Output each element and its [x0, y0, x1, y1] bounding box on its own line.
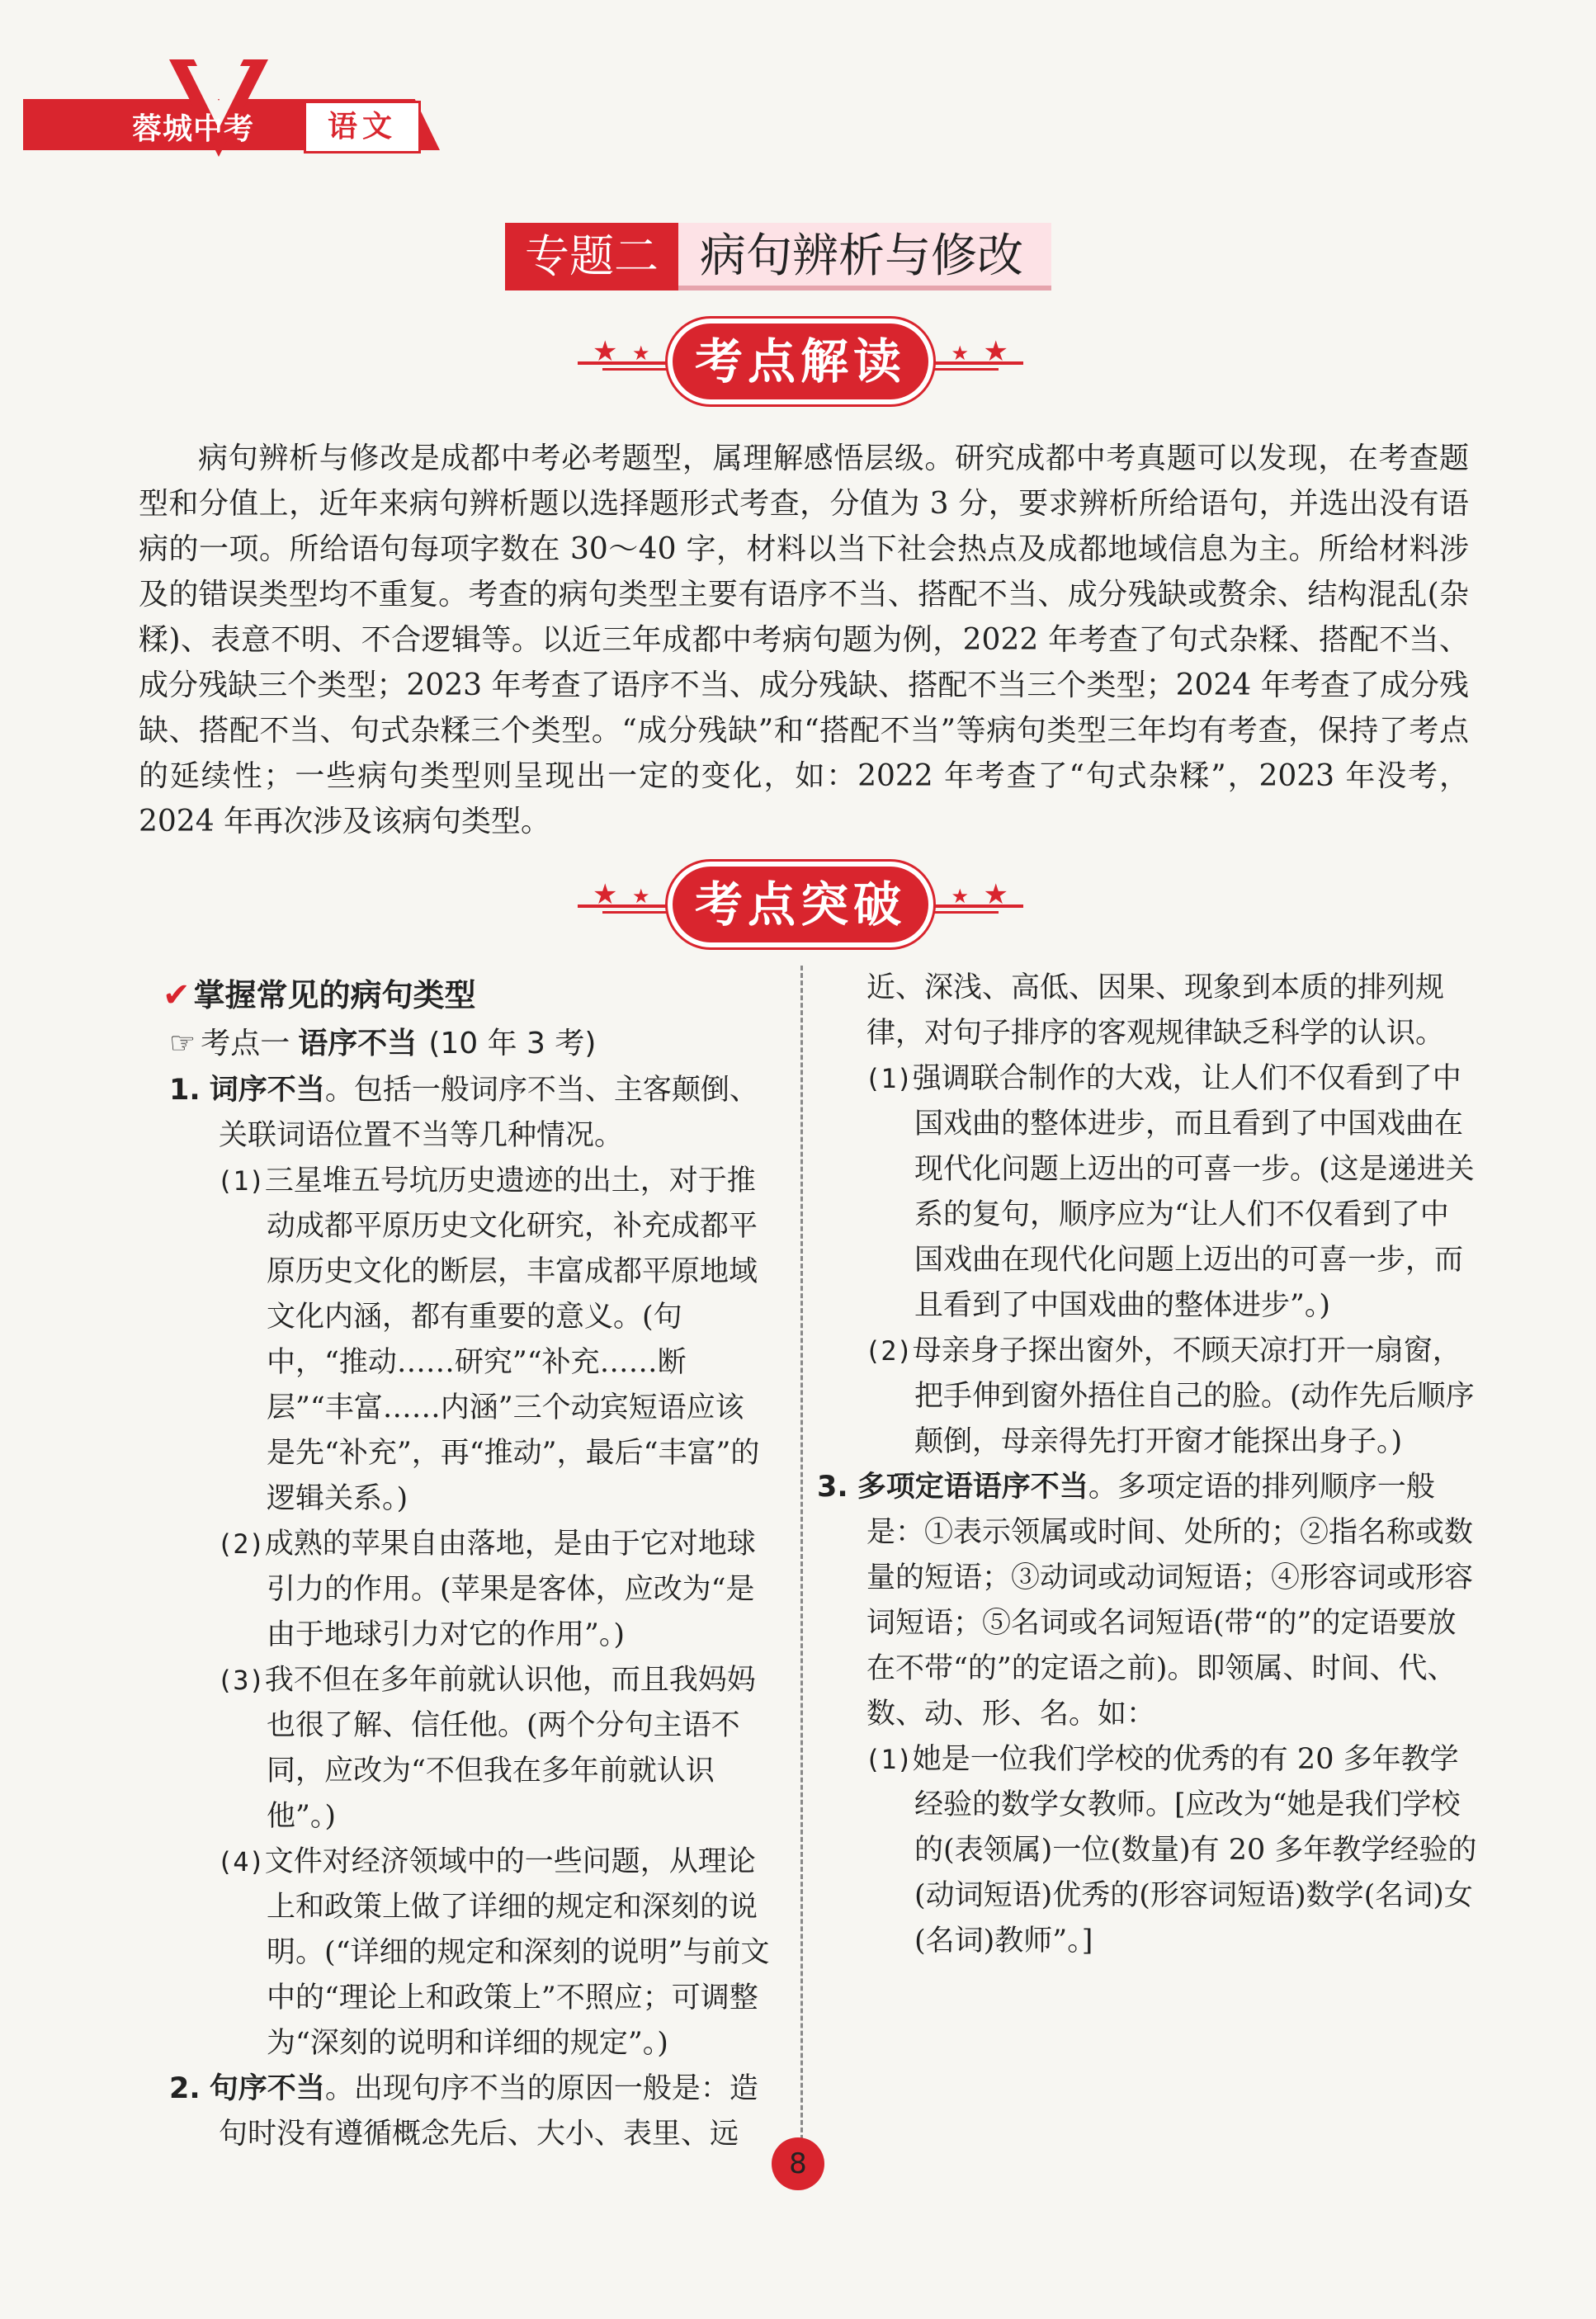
banner-interpretation: [578, 315, 1023, 414]
right-column: [817, 966, 1477, 1964]
check-icon: ✔: [163, 976, 191, 1014]
star-icon: ★: [951, 342, 969, 365]
example: (1)三星堆五号坑历史遗迹的出土，对于推动成都平原历史文化研究，补充成都平原历史文化的断层，丰富成都平原地域文化内涵，都有重要的意义。(句中，“推动……研究”“补充……断层”“丰富……内涵”三个动宾短语应该是先“补充”，再“推动”，最后“丰富”的逻辑关系。): [217, 1164, 760, 1515]
example: (4)文件对经济领域中的一些问题，从理论上和政策上做了详细的规定和深刻的说明。(“详细的规定和深刻的说明”与前文中的“理论上和政策上”不照应；可调整为“深刻的说明和详细的规定”。): [217, 1845, 770, 2060]
star-icon: ★: [593, 335, 618, 368]
brand-name: 蓉城中考: [132, 112, 255, 146]
page-number: 8: [772, 2137, 824, 2190]
topic-label: 专题二: [505, 223, 678, 290]
column-divider: [800, 966, 803, 2162]
pointing-hand-icon: ☞: [169, 1027, 196, 1060]
topic-title: 病句辨析与修改: [678, 223, 1051, 290]
left-column: [163, 971, 772, 2157]
star-icon: ★: [983, 878, 1008, 911]
example: (1)强调联合制作的大戏，让人们不仅看到了中国戏曲的整体进步，而且看到了中国戏曲在现代化问题上迈出的可喜一步。(这是递进关系的复句，顺序应为“让人们不仅看到了中国戏曲在现代化问题上迈出的可喜一步，而且看到了中国戏曲的整体进步”。): [865, 1062, 1475, 1322]
banner-breakthrough: [578, 858, 1023, 957]
star-icon: ★: [632, 342, 650, 365]
item-word-order: 1. 词序不当。包括一般词序不当、主客颠倒、关联词语位置不当等几种情况。: [169, 1074, 758, 1152]
section-title: ✔ 掌握常见的病句类型: [163, 976, 476, 1014]
item-multi-attributive: 3. 多项定语语序不当。多项定语的排列顺序一般是：①表示领属或时间、处所的；②指名称或数量的短语；③动词或动词短语；④形容词或形容词短语；⑤名词或名词短语(带“的”的定语要放在不带“的”的定语之前)。即领属、时间、代、数、动、形、名。如：: [817, 1471, 1474, 1731]
subject-tag: 语文: [304, 101, 421, 153]
star-icon: ★: [951, 885, 969, 908]
star-icon: ★: [983, 335, 1008, 368]
item-sentence-order: 2. 句序不当。出现句序不当的原因一般是：造句时没有遵循概念先后、大小、表里、远: [169, 2072, 758, 2151]
banner-label: 考点解读: [673, 324, 928, 399]
example: (1)她是一位我们学校的优秀的有 20 多年教学经验的数学女教师。[应改为“她是我们学校的(表领属)一位(数量)有 20 多年教学经验的(动词短语)优秀的(形容词短语)数学(名词)女(名词)教师”。]: [865, 1743, 1477, 1958]
intro-paragraph: 病句辨析与修改是成都中考必考题型，属理解感悟层级。研究成都中考真题可以发现，在考查题型和分值上，近年来病句辨析题以选择题形式考查，分值为 3 分，要求辨析所给语句，并选出没有语病的一项。所给语句每项字数在 30～40 字，材料以当下社会热点及成都地域信息为主。所给材料涉及的错误类型均不重复。考查的病句类型主要有语序不当、搭配不当、成分残缺或赘余、结构混乱(杂糅)、表意不明、不合逻辑等。以近三年成都中考病句题为例，2022 年考查了句式杂糅、搭配不当、成分残缺三个类型；2023 年考查了语序不当、成分残缺、搭配不当三个类型；2024 年考查了成分残缺、搭配不当、句式杂糅三个类型。“成分残缺”和“搭配不当”等病句类型三年均有考查，保持了考点的延续性；一些病句类型则呈现出一定的变化，如：2022 年考查了“句式杂糅”，2023 年没考，2024 年再次涉及该病句类型。: [139, 442, 1469, 838]
banner-label: 考点突破: [673, 867, 928, 942]
topic-heading: [505, 223, 1051, 290]
star-icon: ★: [632, 885, 650, 908]
star-icon: ★: [593, 878, 618, 911]
example: (2)母亲身子探出窗外，不顾天凉打开一扇窗，把手伸到窗外捂住自己的脸。(动作先后顺序颠倒，母亲得先打开窗才能探出身子。): [865, 1334, 1475, 1458]
item-sentence-order-cont: 近、深浅、高低、因果、现象到本质的排列规律，对句子排序的客观规律缺乏科学的认识。: [866, 971, 1445, 1050]
example: (2)成熟的苹果自由落地，是由于它对地球引力的作用。(苹果是客体，应改为“是由于地球引力对它的作用”。): [217, 1528, 756, 1651]
point-heading: ☞ 考点一 语序不当 (10 年 3 考): [169, 1027, 597, 1060]
example: (3)我不但在多年前就认识他，而且我妈妈也很了解、信任他。(两个分句主语不同，应改为“不但我在多年前就认识他”。): [217, 1664, 756, 1833]
